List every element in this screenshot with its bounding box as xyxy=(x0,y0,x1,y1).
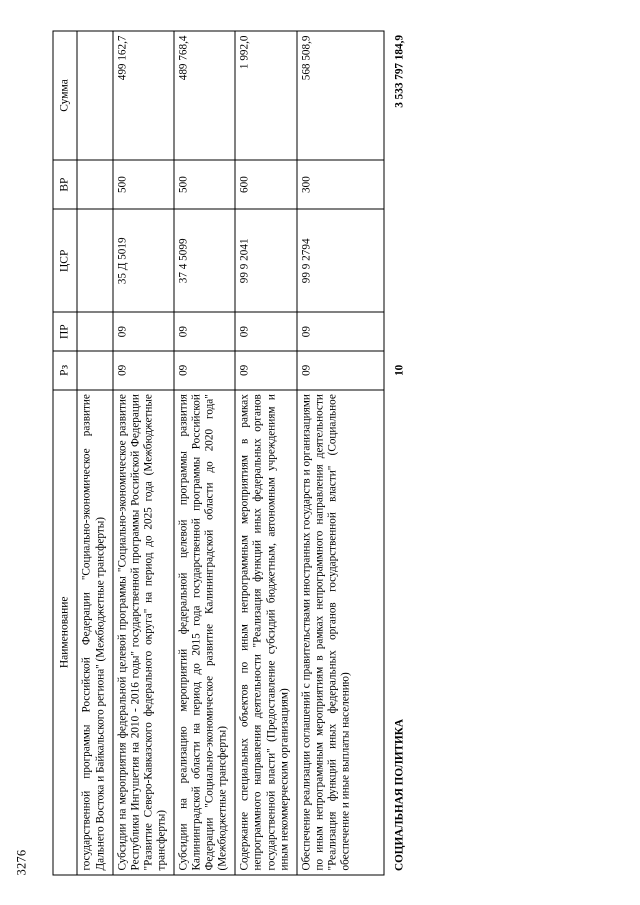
table-row xyxy=(77,31,112,875)
cell-name: Содержание специальных объектов по иным непрограммным мероприятиям в рамках непрограммного направления деятельности "Реализация функций иных федеральных органов государственной власти" (Предоставление субсидий бюджетным, автономным учреждениям и иным некоммерческим организациям) xyxy=(235,389,296,874)
cell-rz: 09 xyxy=(174,351,235,390)
table-row xyxy=(296,31,383,875)
table-row xyxy=(112,31,173,875)
cell-rz: 09 xyxy=(235,351,296,390)
budget-table xyxy=(52,30,408,875)
column-header-vr: ВР xyxy=(53,159,77,208)
section-rz: 10 xyxy=(392,364,405,376)
column-header-pr: ПР xyxy=(53,312,77,351)
column-header-summa: Сумма xyxy=(53,31,77,160)
section-summa: 3 533 797 184,9 xyxy=(392,34,405,108)
cell-vr: 600 xyxy=(235,159,296,208)
cell-summa: 499 162,7 xyxy=(112,31,173,160)
cell-vr: 500 xyxy=(112,159,173,208)
table-row xyxy=(235,31,296,875)
cell-pr: 09 xyxy=(112,312,173,351)
column-header-name: Наименование xyxy=(53,389,77,874)
cell-name: Субсидии на мероприятия федеральной целевой программы "Социально-экономическое развитие Республики Ингушетия на 2010 - 2016 годы" государственной программы Российской Федерации "Развитие Северо-Кавказского федерального округа" на период до 2025 года (Межбюджетные трансферты) xyxy=(112,389,173,874)
cell-vr xyxy=(77,159,112,208)
cell-name: Обеспечение реализации соглашений с правительствами иностранных государств и организациями по иным непрограммным мероприятиям в рамках непрограммного направления деятельности "Реализация функций иных федеральных органов государственной власти" (Социальное обеспечение и иные выплаты населению) xyxy=(296,389,383,874)
table-header-row xyxy=(53,31,77,875)
column-header-csr: ЦСР xyxy=(53,209,77,312)
section-title: СОЦИАЛЬНАЯ ПОЛИТИКА xyxy=(392,718,405,871)
cell-vr: 300 xyxy=(296,159,383,208)
cell-name: Субсидии на реализацию мероприятий федеральной целевой программы развития Калининградской области на период до 2015 года государственной программы Российской Федерации "Социально-экономическое развитие Калининградской области до 2020 года" (Межбюджетные трансферты) xyxy=(174,389,235,874)
cell-name: государственной программы Российской Федерации "Социально-экономическое развитие Дальнего Востока и Байкальского региона" (Межбюджетные трансферты) xyxy=(77,389,112,874)
cell-rz xyxy=(77,351,112,390)
section-vr xyxy=(383,159,408,208)
cell-csr xyxy=(77,209,112,312)
cell-csr: 99 9 2041 xyxy=(235,209,296,312)
page-number: 3276 xyxy=(14,849,28,875)
column-header-rz: Рз xyxy=(53,351,77,390)
cell-csr: 35 Д 5019 xyxy=(112,209,173,312)
cell-csr: 99 9 2794 xyxy=(296,209,383,312)
cell-summa: 1 992,0 xyxy=(235,31,296,160)
cell-pr: 09 xyxy=(296,312,383,351)
cell-summa xyxy=(77,31,112,160)
cell-summa: 568 508,9 xyxy=(296,31,383,160)
cell-rz: 09 xyxy=(296,351,383,390)
section-csr xyxy=(383,209,408,312)
section-pr xyxy=(383,312,408,351)
cell-pr: 09 xyxy=(174,312,235,351)
cell-pr xyxy=(77,312,112,351)
cell-pr: 09 xyxy=(235,312,296,351)
section-total-row xyxy=(383,31,408,875)
cell-vr: 500 xyxy=(174,159,235,208)
cell-summa: 489 768,4 xyxy=(174,31,235,160)
cell-csr: 37 4 5099 xyxy=(174,209,235,312)
table-row xyxy=(174,31,235,875)
cell-rz: 09 xyxy=(112,351,173,390)
